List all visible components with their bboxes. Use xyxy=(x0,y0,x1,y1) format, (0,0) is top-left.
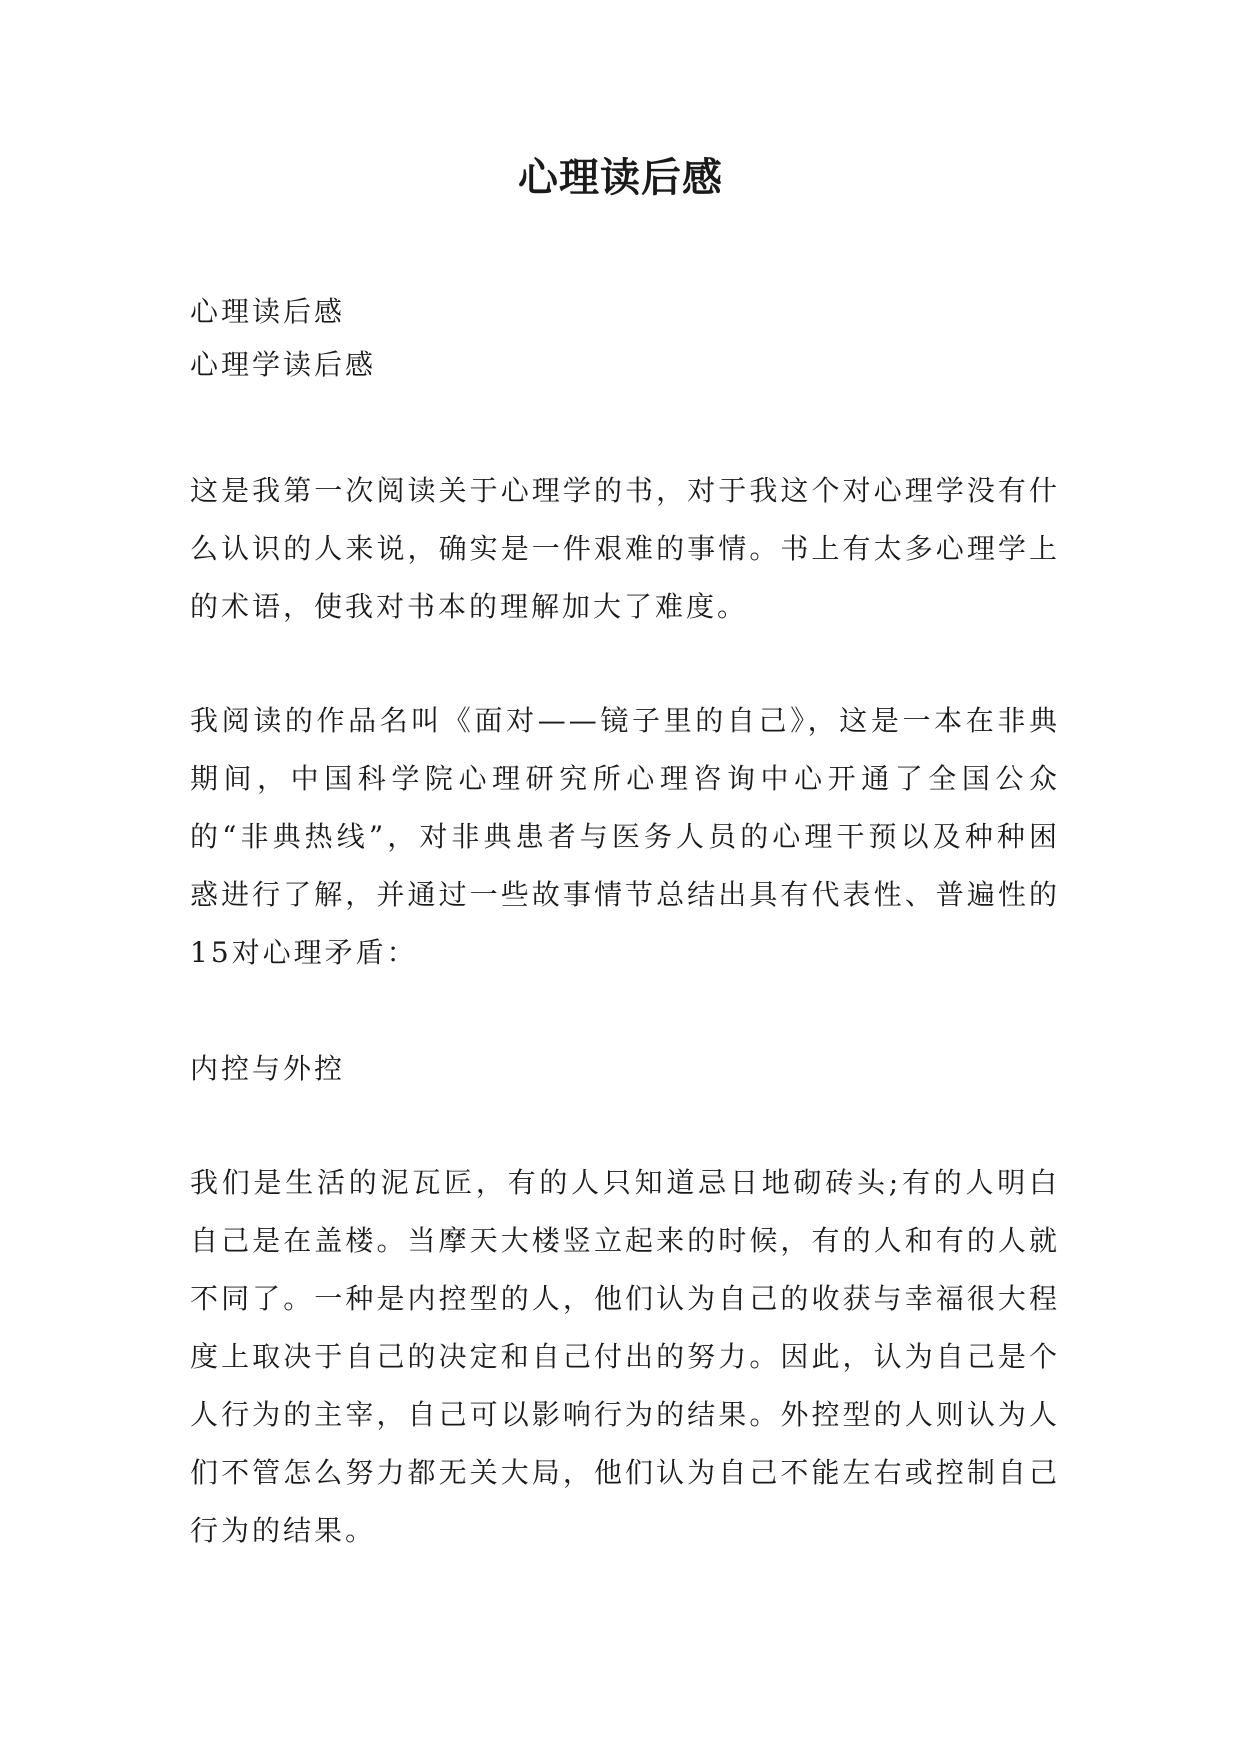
paragraph-internal-external-control: 我们是生活的泥瓦匠，有的人只知道忌日地砌砖头;有的人明白自己是在盖楼。当摩天大楼竖立起来的时候，有的人和有的人就不同了。一种是内控型的人，他们认为自己的收获与幸福很大程度上取决于自己的决定和自己付出的努力。因此，认为自己是个人行为的主宰，自己可以影响行为的结果。外控型的人则认为人们不管怎么努力都无关大局，他们认为自己不能左右或控制自己行为的结果。 xyxy=(190,1166,1060,1547)
section-heading: 内控与外控 xyxy=(190,1052,346,1085)
paragraph-book-description: 我阅读的作品名叫《面对——镜子里的自己》，这是一本在非典期间，中国科学院心理研究所心理咨询中心开通了全国公众的“非典热线”，对非典患者与医务人员的心理干预以及种种困惑进行了解，并通过一些故事情节总结出具有代表性、普遍性的15对心理矛盾： xyxy=(190,704,1060,969)
paragraph-intro: 这是我第一次阅读关于心理学的书，对于我这个对心理学没有什么认识的人来说，确实是一件艰难的事情。书上有太多心理学上的术语，使我对书本的理解加大了难度。 xyxy=(190,474,1060,623)
subtitle-line-1: 心理读后感 xyxy=(190,295,346,328)
document-title: 心理读后感 xyxy=(518,155,723,201)
subtitle-line-2: 心理学读后感 xyxy=(190,348,377,381)
